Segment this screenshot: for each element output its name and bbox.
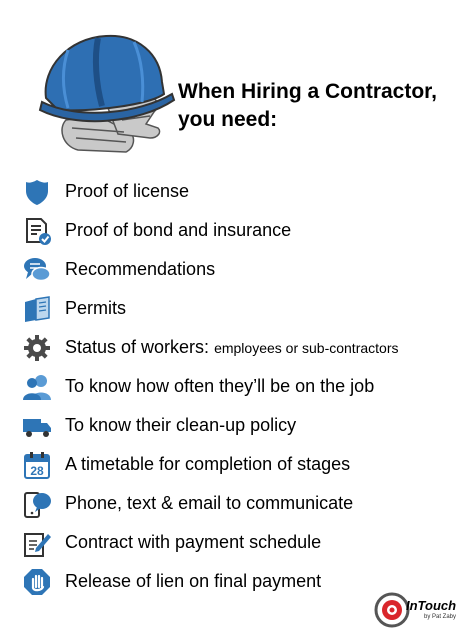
- list-item-label: Proof of bond and insurance: [65, 220, 292, 240]
- chat-bubbles-icon: [22, 255, 52, 285]
- list-item: [22, 367, 472, 406]
- list-item: [22, 172, 472, 211]
- list-item: [22, 445, 472, 484]
- title-line-2: you need:: [178, 108, 278, 131]
- list-item: [22, 250, 472, 289]
- list-item-label: To know how often they’ll be on the job: [65, 376, 375, 396]
- logo-tagline: by Pat Zaby: [424, 614, 457, 620]
- gear-icon: [22, 333, 52, 363]
- title-line-1: When Hiring a Contractor,: [178, 80, 438, 103]
- document-check-icon: [22, 216, 52, 246]
- list-item-label: Release of lien on final payment: [65, 571, 322, 591]
- list-item: [22, 211, 472, 250]
- pen-document-icon: [22, 528, 52, 558]
- people-icon: [22, 372, 52, 402]
- list-item-label: Recommendations: [65, 259, 216, 279]
- list-item-label: Permits: [65, 298, 127, 318]
- book-icon: [22, 294, 52, 324]
- list-item-label: [65, 337, 398, 358]
- truck-icon: [22, 411, 52, 441]
- calendar-icon: [22, 450, 52, 480]
- list-item: [22, 406, 472, 445]
- list-item-label-sub: employees or sub-contractors: [214, 340, 399, 356]
- shield-icon: [22, 177, 52, 207]
- list-item: [22, 523, 472, 562]
- page-title: [178, 78, 468, 134]
- stop-hand-icon: [22, 567, 52, 597]
- hard-hat-gloves-icon: [38, 28, 178, 158]
- list-item-label: Contract with payment schedule: [65, 532, 322, 552]
- list-item-label: A timetable for completion of stages: [65, 454, 351, 474]
- phone-chat-icon: [22, 489, 52, 519]
- logo-name: InTouch: [406, 598, 457, 613]
- list-item-label: To know their clean-up policy: [65, 415, 297, 435]
- list-item-label-main: Status of workers:: [65, 337, 215, 357]
- list-item: [22, 289, 472, 328]
- list-item-label: Proof of license: [65, 181, 190, 201]
- list-item-label: Phone, text & email to communicate: [65, 493, 354, 513]
- list-item: [22, 484, 472, 523]
- calendar-day-text: 28: [30, 463, 44, 478]
- list-item: [22, 328, 472, 367]
- requirements-list: [22, 172, 472, 601]
